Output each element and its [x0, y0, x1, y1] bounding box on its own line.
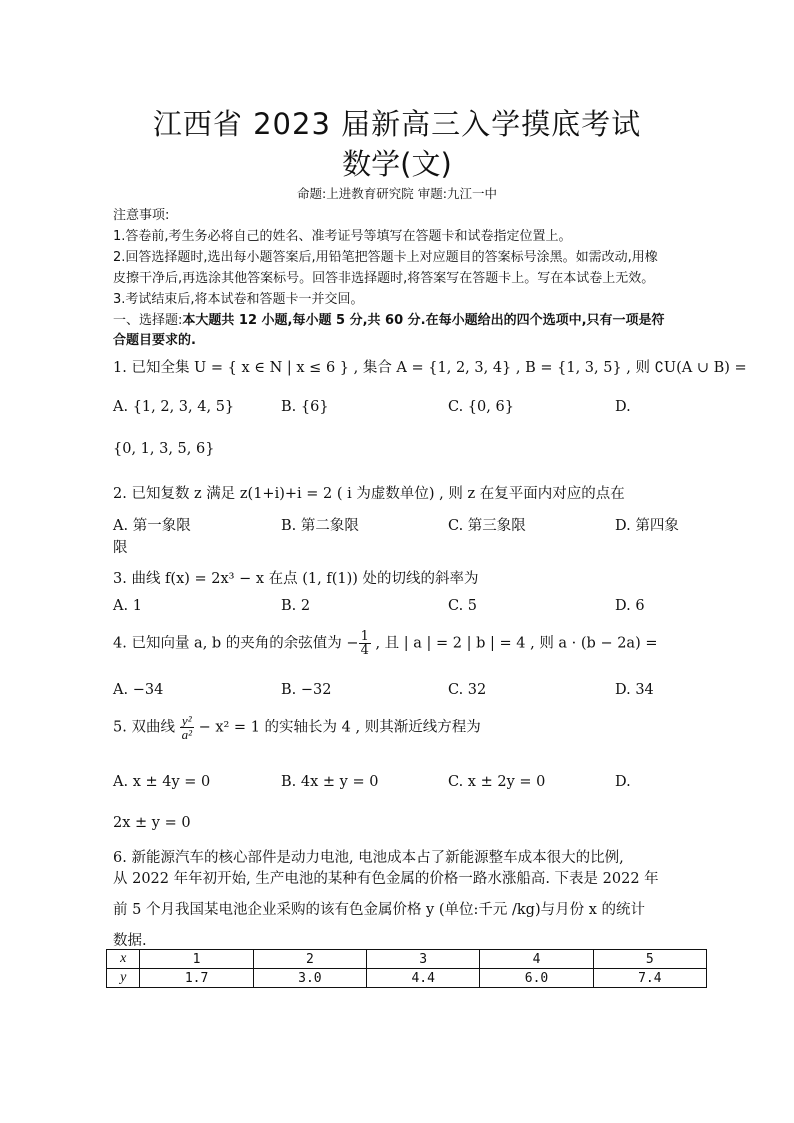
notes-item: 2.回答选择题时,选出每小题答案后,用铅笔把答题卡上对应题目的答案标号涂黑。如需改动,用橡: [113, 250, 658, 265]
question-3-option-b: B. 2: [281, 598, 311, 614]
question-2-option-d-wrap: 限: [113, 540, 128, 556]
fraction-numerator: y²: [180, 714, 194, 728]
question-6-line: 前 5 个月我国某电池企业采购的该有色金属价格 y (单位:千元 /kg)与月份 x 的统计: [113, 902, 646, 918]
question-4-option-d: D. 34: [615, 682, 654, 698]
notes-item: 1.答卷前,考生务必将自己的姓名、准考证号等填写在答题卡和试卷指定位置上。: [113, 229, 572, 244]
question-2-option-a: A. 第一象限: [113, 518, 191, 534]
question-2-stem: 2. 已知复数 z 满足 z(1+i)+i = 2 ( i 为虚数单位) , 则 z 在复平面内对应的点在: [113, 486, 625, 502]
question-2-option-c: C. 第三象限: [448, 518, 526, 534]
table-cell: 1: [140, 950, 253, 969]
table-cell: 2: [253, 950, 366, 969]
question-5-option-d-value: 2x ± y = 0: [113, 815, 191, 831]
section-instructions-line2: 合题目要求的.: [113, 333, 196, 348]
fraction-denominator: 4: [360, 643, 369, 658]
question-1-option-a: A. {1, 2, 3, 4, 5}: [113, 399, 235, 415]
question-4-stem-end: , 且 | a | = 2 | b | = 4 , 则 a · (b − 2a) =: [370, 635, 658, 652]
question-4-option-a: A. −34: [113, 682, 164, 698]
fraction: [359, 630, 371, 657]
question-5-stem-end: − x² = 1 的实轴长为 4 , 则其渐近线方程为: [193, 719, 481, 736]
question-3-option-d: D. 6: [615, 598, 645, 614]
notes-item: 皮擦干净后,再选涂其他答案标号。回答非选择题时,将答案写在答题卡上。写在本试卷上无效。: [113, 271, 655, 286]
question-5-stem: [113, 714, 481, 741]
question-5-option-a: A. x ± 4y = 0: [113, 774, 211, 790]
table-cell: 6.0: [480, 969, 593, 988]
section-instructions: 本大题共 12 小题,每小题 5 分,共 60 分.在每小题给出的四个选项中,只有一项是符: [182, 313, 665, 328]
notes-heading: 注意事项:: [113, 208, 170, 223]
question-1-stem: 1. 已知全集 U = { x ∈ N | x ≤ 6 } , 集合 A = {1, 2, 3, 4} , B = {1, 3, 5} , 则 ∁U(A ∪ B) =: [113, 360, 747, 376]
table-cell: 1.7: [140, 969, 253, 988]
table-cell: 4: [480, 950, 593, 969]
exam-title: 江西省 2023 届新高三入学摸底考试: [152, 107, 642, 141]
table-cell: 3.0: [253, 969, 366, 988]
question-1-option-b: B. {6}: [281, 399, 329, 415]
question-3-option-a: A. 1: [113, 598, 142, 614]
fraction-denominator: a²: [181, 727, 192, 742]
table-header-y: y: [107, 969, 140, 988]
question-5-stem-start: 5. 双曲线: [113, 719, 180, 736]
question-3-option-c: C. 5: [448, 598, 478, 614]
question-1-option-d: D.: [615, 399, 631, 415]
question-1-option-d-value: {0, 1, 3, 5, 6}: [113, 441, 215, 457]
question-6-line: 数据.: [113, 933, 147, 949]
question-5-option-d: D.: [615, 774, 631, 790]
table-cell: 4.4: [367, 969, 480, 988]
question-2-option-b: B. 第二象限: [281, 518, 359, 534]
question-2-option-d: D. 第四象: [615, 518, 679, 534]
question-4-option-b: B. −32: [281, 682, 332, 698]
fraction: [180, 714, 194, 741]
question-6-line: 从 2022 年年初开始, 生产电池的某种有色金属的价格一路水涨船高. 下表是 2022 年: [113, 871, 659, 887]
question-4-stem-start: 4. 已知向量 a, b 的夹角的余弦值为 −: [113, 635, 359, 652]
fraction-numerator: 1: [360, 629, 369, 644]
table-cell: 5: [593, 950, 706, 969]
table-header-x: x: [107, 950, 140, 969]
question-5-option-c: C. x ± 2y = 0: [448, 774, 546, 790]
table-row: [107, 950, 707, 969]
exam-meta: 命题:上进教育研究院 审题:九江一中: [297, 186, 497, 201]
question-4-stem: [113, 630, 658, 657]
data-table: [106, 949, 707, 988]
question-6-line: 6. 新能源汽车的核心部件是动力电池, 电池成本占了新能源整车成本很大的比例,: [113, 850, 624, 866]
table-cell: 3: [367, 950, 480, 969]
question-3-stem: 3. 曲线 f(x) = 2x³ − x 在点 (1, f(1)) 处的切线的斜率为: [113, 571, 479, 587]
question-1-option-c: C. {0, 6}: [448, 399, 514, 415]
exam-subtitle: 数学(文): [342, 147, 452, 181]
section-heading: [113, 309, 665, 328]
table-cell: 7.4: [593, 969, 706, 988]
notes-item: 3.考试结束后,将本试卷和答题卡一并交回。: [113, 292, 364, 307]
question-4-option-c: C. 32: [448, 682, 487, 698]
section-prefix: 一、选择题:: [113, 313, 183, 328]
table-row: [107, 969, 707, 988]
question-5-option-b: B. 4x ± y = 0: [281, 774, 379, 790]
